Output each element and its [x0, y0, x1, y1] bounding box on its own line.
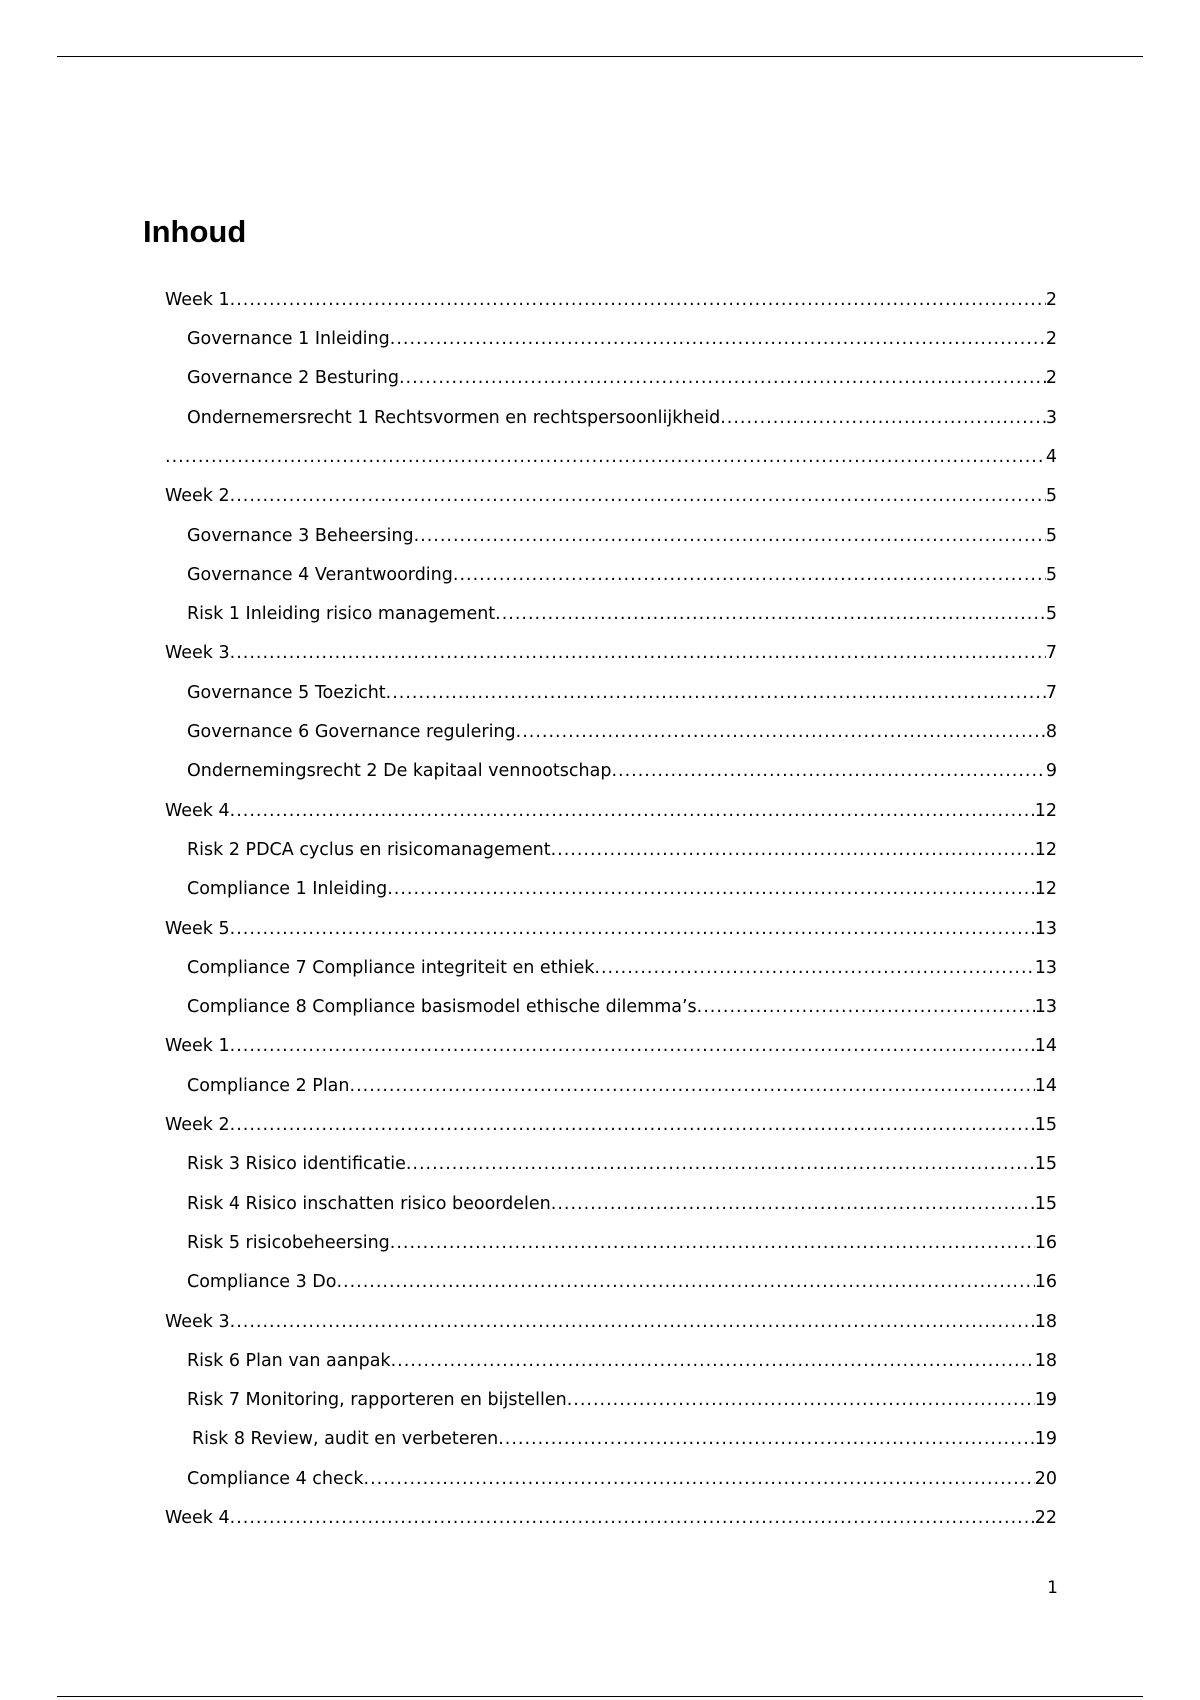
toc-entry-label: Compliance 4 check: [187, 1468, 364, 1489]
toc-entry-page: 2: [1045, 368, 1057, 388]
toc-entry-page: 9: [1045, 761, 1057, 781]
toc-entry[interactable]: [165, 1252, 1057, 1291]
toc-entry-page: 15: [1034, 1115, 1057, 1135]
toc-entry-label: Risk 5 risicobeheersing: [187, 1232, 390, 1253]
toc-dot-leader: [386, 685, 1046, 703]
toc-entry[interactable]: [165, 1174, 1057, 1213]
toc-dot-leader: [387, 881, 1035, 899]
toc-entry-page: 19: [1034, 1429, 1057, 1449]
toc-entry-label: Risk 2 PDCA cyclus en risicomanagement: [187, 839, 551, 860]
toc-entry[interactable]: [165, 820, 1057, 859]
toc-entry-label: Week 3: [165, 1311, 230, 1332]
toc-dot-leader: [230, 1510, 1035, 1528]
toc-dot-leader: [165, 449, 1046, 467]
toc-entry-page: 12: [1034, 839, 1057, 860]
toc-dot-leader: [230, 1038, 1035, 1056]
toc-entry-page: 18: [1034, 1350, 1057, 1371]
toc-dot-leader: [391, 1353, 1035, 1371]
toc-entry[interactable]: [165, 624, 1057, 663]
toc-entry-label: Week 4: [165, 800, 230, 821]
toc-entry-page: 5: [1045, 564, 1057, 585]
toc-dot-leader: [390, 331, 1046, 349]
toc-entry-label: Risk 1 Inleiding risico management: [187, 604, 496, 624]
toc-entry-page: 5: [1045, 604, 1057, 624]
toc-entry[interactable]: [165, 1488, 1057, 1527]
toc-dot-leader: [230, 1314, 1035, 1332]
toc-entry[interactable]: [165, 1017, 1057, 1056]
footer-rule: [57, 1696, 1143, 1697]
toc-dot-leader: [364, 1471, 1035, 1489]
toc-entry[interactable]: [165, 309, 1057, 348]
toc-dot-leader: [551, 1196, 1035, 1214]
toc-entry-label: Risk 7 Monitoring, rapporteren en bijstellen: [187, 1390, 567, 1410]
toc-dot-leader: [399, 370, 1046, 388]
toc-entry[interactable]: [165, 1095, 1057, 1134]
toc-entry-page: 16: [1034, 1272, 1057, 1292]
toc-entry-page: 18: [1034, 1311, 1057, 1332]
toc-entry[interactable]: [165, 1056, 1057, 1095]
toc-dot-leader: [230, 1117, 1035, 1135]
toc-dot-leader: [414, 528, 1046, 546]
toc-entry-page: 5: [1045, 486, 1057, 506]
toc-dot-leader: [498, 1431, 1035, 1449]
toc-entry-page: 16: [1034, 1232, 1057, 1253]
toc-dot-leader: [453, 567, 1046, 585]
toc-entry-label: Week 1: [165, 289, 230, 310]
toc-entry-page: 13: [1034, 957, 1057, 978]
toc-entry-label: Compliance 2 Plan: [187, 1075, 350, 1096]
toc-dot-leader: [230, 488, 1046, 506]
toc-entry-label: Week 4: [165, 1508, 230, 1528]
toc-entry-page: 7: [1045, 682, 1057, 703]
toc-dot-leader: [350, 1078, 1035, 1096]
table-of-contents: [165, 270, 1057, 1528]
toc-entry[interactable]: [165, 1135, 1057, 1174]
toc-entry-label: Compliance 7 Compliance integriteit en ethiek: [187, 957, 595, 978]
toc-dot-leader: [611, 763, 1045, 781]
toc-dot-leader: [567, 1392, 1035, 1410]
toc-title: Inhoud: [143, 214, 247, 249]
toc-entry[interactable]: [165, 427, 1057, 466]
toc-entry-page: 5: [1045, 525, 1057, 546]
toc-entry-page: 15: [1034, 1193, 1057, 1214]
toc-dot-leader: [230, 921, 1035, 939]
toc-entry[interactable]: [165, 545, 1057, 584]
toc-entry-label: Ondernemingsrecht 2 De kapitaal vennootschap: [187, 761, 612, 781]
toc-dot-leader: [697, 999, 1035, 1017]
toc-entry-label: Governance 5 Toezicht: [187, 682, 386, 703]
toc-entry-page: 12: [1034, 879, 1057, 899]
toc-dot-leader: [495, 606, 1046, 624]
toc-entry[interactable]: [165, 388, 1057, 427]
toc-dot-leader: [551, 842, 1035, 860]
toc-entry[interactable]: [165, 781, 1057, 820]
toc-entry-label: Risk 3 Risico identificatie: [187, 1154, 406, 1174]
toc-dot-leader: [336, 1274, 1034, 1292]
toc-entry-page: 13: [1034, 997, 1057, 1017]
toc-entry-label: Governance 2 Besturing: [187, 368, 399, 388]
toc-entry[interactable]: [165, 506, 1057, 545]
header-rule: [57, 56, 1143, 57]
toc-entry[interactable]: [165, 938, 1057, 977]
toc-entry-label: Week 2: [165, 486, 230, 506]
toc-entry[interactable]: [165, 1292, 1057, 1331]
toc-entry-label: Week 5: [165, 918, 230, 939]
toc-entry-label: Week 3: [165, 643, 230, 663]
toc-entry-page: 7: [1045, 643, 1057, 663]
toc-entry[interactable]: [165, 466, 1057, 505]
toc-entry-page: 4: [1045, 446, 1057, 467]
toc-entry-label: Compliance 3 Do: [187, 1272, 337, 1292]
toc-entry[interactable]: [165, 977, 1057, 1016]
toc-entry-label: Governance 1 Inleiding: [187, 329, 390, 349]
toc-entry-label: Risk 6 Plan van aanpak: [187, 1350, 391, 1371]
toc-entry[interactable]: [165, 1213, 1057, 1252]
toc-entry-page: 19: [1034, 1390, 1057, 1410]
toc-entry[interactable]: [165, 663, 1057, 702]
toc-entry-page: 20: [1034, 1468, 1057, 1489]
toc-entry-label: Risk 4 Risico inschatten risico beoordelen: [187, 1193, 551, 1214]
toc-entry-label: Compliance 8 Compliance basismodel ethische dilemma’s: [187, 997, 697, 1017]
toc-dot-leader: [594, 960, 1034, 978]
toc-entry-label: Risk 8 Review, audit en verbeteren: [192, 1429, 499, 1449]
toc-entry-page: 22: [1034, 1508, 1057, 1528]
toc-entry[interactable]: [165, 1449, 1057, 1488]
toc-entry-label: Governance 6 Governance regulering: [187, 722, 516, 742]
toc-entry[interactable]: [165, 859, 1057, 898]
toc-entry[interactable]: [165, 899, 1057, 938]
toc-entry-page: 14: [1034, 1036, 1057, 1056]
toc-entry-label: Governance 4 Verantwoording: [187, 564, 453, 585]
toc-entry-label: Week 1: [165, 1036, 230, 1056]
toc-entry-page: 15: [1034, 1154, 1057, 1174]
toc-entry-label: Governance 3 Beheersing: [187, 525, 414, 546]
toc-dot-leader: [406, 1156, 1035, 1174]
toc-dot-leader: [390, 1235, 1035, 1253]
toc-entry-page: 3: [1045, 407, 1057, 428]
toc-entry-page: 8: [1045, 722, 1057, 742]
toc-dot-leader: [230, 803, 1035, 821]
toc-entry[interactable]: [165, 270, 1057, 309]
toc-entry[interactable]: [165, 1370, 1057, 1409]
toc-entry[interactable]: [165, 584, 1057, 623]
toc-entry-page: 2: [1045, 289, 1057, 310]
toc-entry[interactable]: [165, 349, 1057, 388]
toc-entry-label: Compliance 1 Inleiding: [187, 879, 388, 899]
page-number: 1: [1047, 1578, 1058, 1598]
toc-entry[interactable]: [165, 1331, 1057, 1370]
toc-entry-label: Week 2: [165, 1115, 230, 1135]
toc-entry-page: 14: [1034, 1075, 1057, 1096]
toc-entry[interactable]: [165, 742, 1057, 781]
toc-entry-label: Ondernemersrecht 1 Rechtsvormen en rechtspersoonlijkheid: [187, 407, 721, 428]
toc-dot-leader: [230, 645, 1046, 663]
toc-entry-page: 2: [1045, 329, 1057, 349]
toc-dot-leader: [720, 410, 1046, 428]
toc-entry-page: 13: [1034, 918, 1057, 939]
toc-dot-leader: [230, 292, 1046, 310]
toc-entry-page: 12: [1034, 800, 1057, 821]
toc-entry[interactable]: [165, 1410, 1057, 1449]
toc-entry[interactable]: [165, 702, 1057, 741]
toc-dot-leader: [516, 724, 1046, 742]
